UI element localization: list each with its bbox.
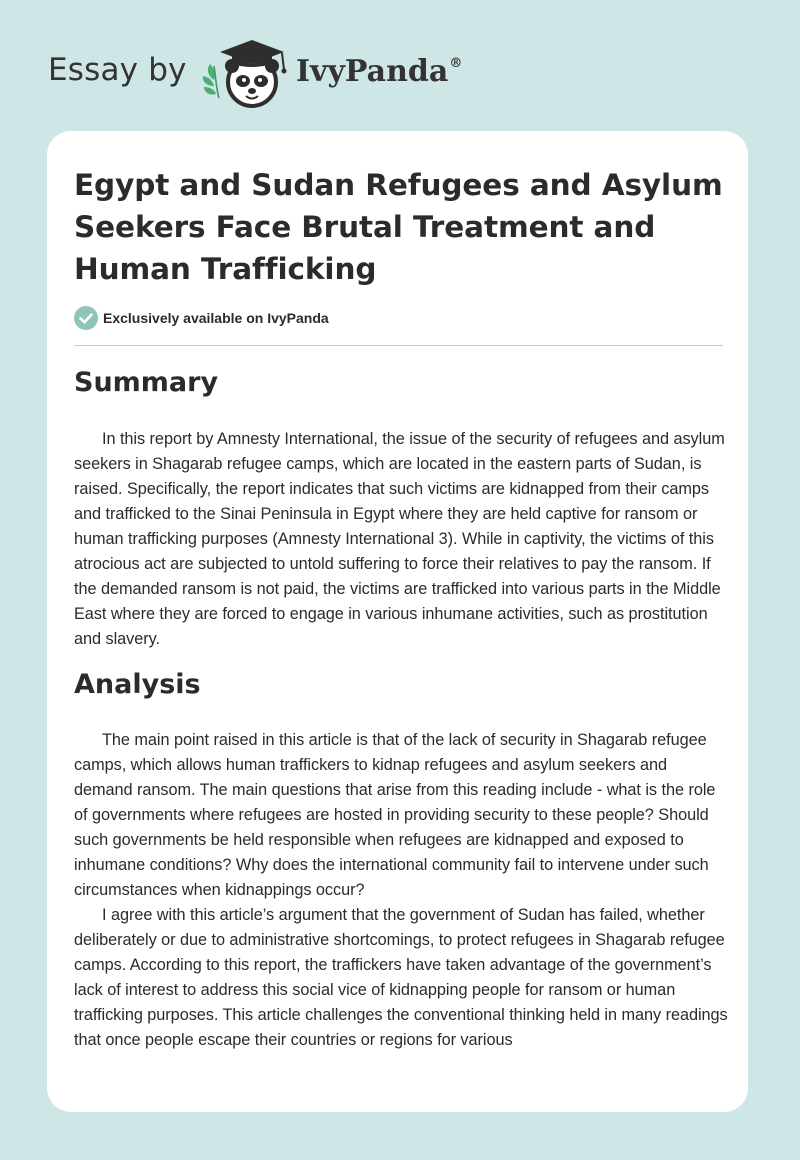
registered-mark: ® [449, 56, 463, 71]
exclusive-badge [74, 306, 329, 330]
summary-heading: Summary [74, 367, 219, 398]
analysis-heading: Analysis [74, 669, 201, 700]
essay-by-label: Essay by [48, 52, 187, 88]
summary-paragraph: In this report by Amnesty International, the issue of the security of refugees and asylum seekers in Shagarab refugee camps, which are located in the eastern parts of Sudan, is raised. Specifically, the report indicates that such victims are kidnapped from their camps and trafficked to the Sinai Peninsula in Egypt where they are held captive for ransom or human trafficking purposes (Amnesty International 3). While in captivity, the victims of this atrocious act are subjected to untold suffering to force their relatives to pay the ransom. If the demanded ransom is not paid, the victims are trafficked into various parts in the Middle East where they are forced to engage in various inhumane activities, such as prostitution and slavery. [74, 430, 725, 648]
panda-graduate-logo-icon[interactable] [200, 36, 294, 112]
title-divider [74, 345, 723, 346]
exclusive-label: Exclusively available on IvyPanda [103, 310, 329, 326]
brand-name: IvyPanda [296, 54, 449, 89]
essay-title: Egypt and Sudan Refugees and Asylum Seekers Face Brutal Treatment and Human Trafficking [74, 168, 723, 286]
analysis-paragraph-2: I agree with this article’s argument that the government of Sudan has failed, whether deliberately or due to administrative shortcomings, to protect refugees in Shagarab refugee camps. According to this report, the traffickers have taken advantage of the government’s lack of interest to address this social vice of kidnapping people for ransom or human trafficking purposes. This article challenges the conventional thinking held in many readings that once people escape their countries or regions for various [74, 906, 728, 1049]
essay-card [47, 131, 748, 1112]
site-header [0, 0, 800, 130]
brand-logo-text[interactable] [296, 54, 462, 89]
ivy-leaf-icon [203, 64, 219, 98]
check-circle-icon [74, 306, 98, 330]
analysis-paragraph-1: The main point raised in this article is that of the lack of security in Shagarab refugee camps, which allows human traffickers to kidnap refugees and asylum seekers and demand ransom. The main questions that arise from this reading include - what is the role of governments where refugees are hosted in providing security to these people? Should such governments be held responsible when refugees are kidnapped and exposed to inhumane conditions? Why does the international community fail to intervene under such circumstances when kidnappings occur? [74, 731, 716, 899]
